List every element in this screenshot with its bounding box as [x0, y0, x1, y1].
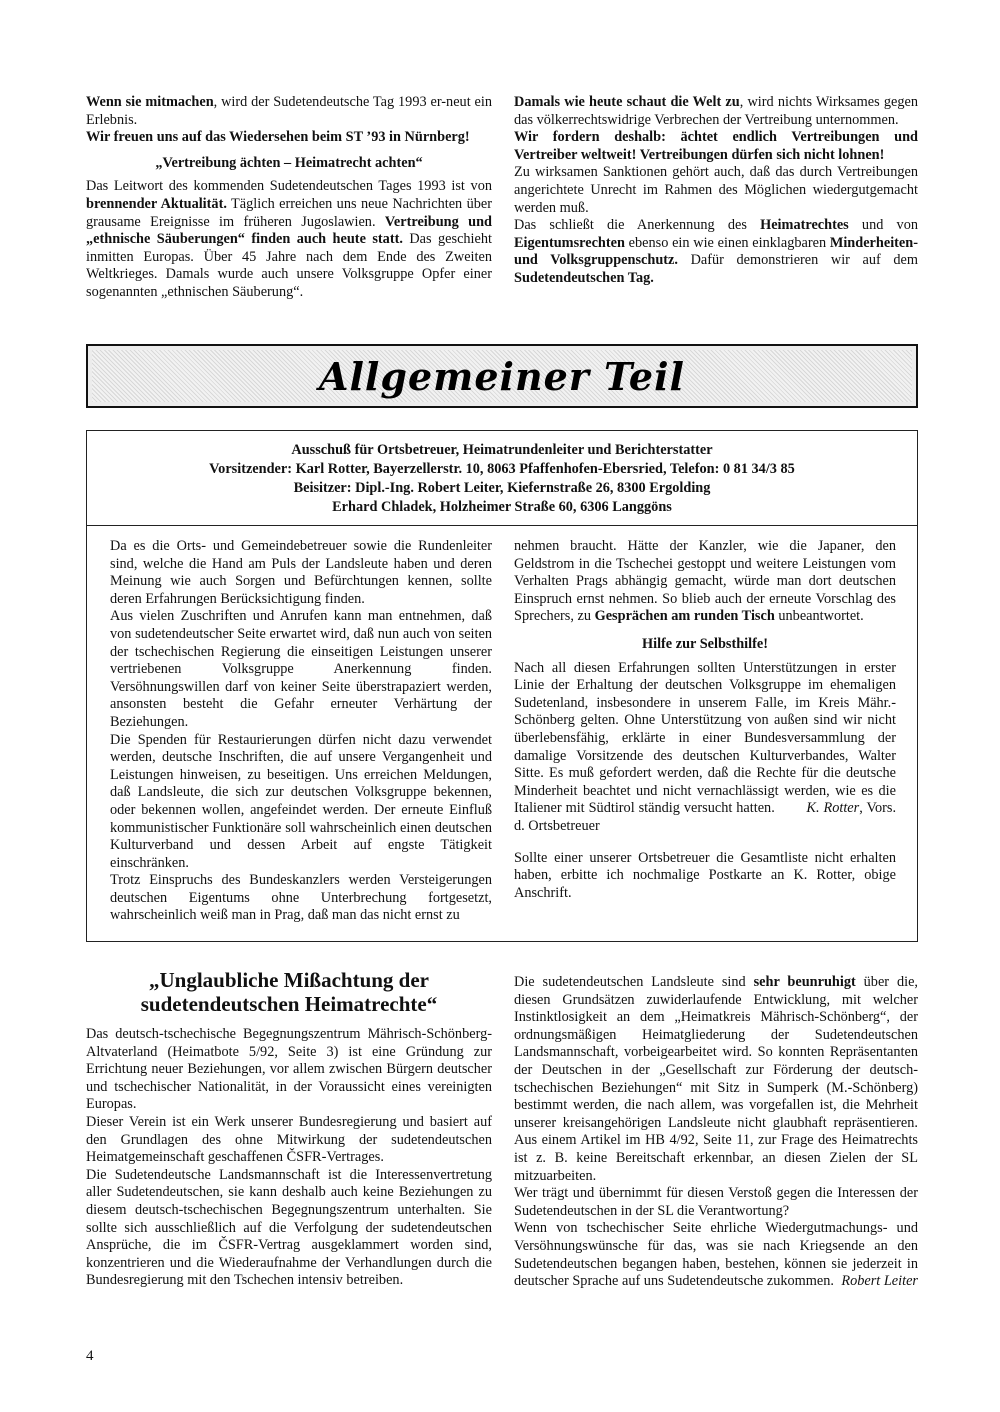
committee-divider	[87, 525, 917, 526]
committee-left-column	[110, 538, 492, 925]
committee-chair: Vorsitzender: Karl Rotter, Bayerzellerstr. 10, 8063 Pfaffenhofen-Ebersried, Telefon: 0 81 34/3 85	[209, 461, 795, 477]
demand-paragraph: Wir fordern deshalb: ächtet endlich Vertreibungen und Vertreiber weltweit! Vertreibungen dürfen sich nicht lohnen!	[514, 129, 918, 163]
committee-header	[87, 441, 917, 517]
article-left-column	[86, 968, 492, 1290]
article-right-column	[514, 974, 918, 1291]
committee-right-p2: Nach all diesen Erfahrungen sollten Unterstützungen in erster Linie der Erhaltung der deutschen Volksgruppe im ehemaligen Sudetenland, insbesondere in unserem Falle, im Kreis Mähr.-Schönberg gelten. Ohne Unterstützung von außen sind wir nicht überlebensfähig, erklärte in einer Bundesversammlung der damalige Vorsitzende des deutschen Kulturverbandes, Walter Sitte. Es muß gefordert werden, daß die Rechte für die deutsche Minderheit beachtet und nicht vernachlässigt werden, wie es die Italiener mit Südtirol ständig versucht hatten. K. Rotter, Vors. d. Ortsbetreuer	[514, 659, 897, 834]
committee-assessor: Beisitzer: Dipl.-Ing. Robert Leiter, Kiefernstraße 26, 8300 Ergolding	[293, 480, 711, 496]
article-title: „Unglaubliche Mißachtung der sudetendeutschen Heimatrechte“	[140, 968, 438, 1016]
article-left-p3: Die Sudetendeutsche Landsmannschaft ist die Interessenvertretung aller Sudetendeutschen, sie kann deshalb auch keine Beziehungen zu diesem deutsch-tschechischen Begegnungszentrum unterhalten. Sie sollte sich ausschließlich auf die Verfolgung der sudetendeutschen Ansprüche, die im ČSFR-Vertrag ausgeklammert worden sind, konzentrieren und die Wiederaufnahme der Verhandlungen durch die Bundesregierung mit den Tschechen intensiv betreiben.	[86, 1166, 492, 1289]
top-right-column	[514, 94, 918, 288]
committee-left-p4: Trotz Einspruchs des Bundeskanzlers werden Versteigerungen deutschen Eigentums ohne Unterbrechung fortgesetzt, wahrscheinlich weiß man in Prag, daß man das nicht ernst zu	[110, 872, 492, 924]
banner-title: Allgemeiner Teil	[319, 354, 685, 399]
sanctions-paragraph: Zu wirksamen Sanktionen gehört auch, daß das durch Vertreibungen angerichtete Unrecht im Rahmen des Möglichen wiedergutgemacht werden muß.	[514, 164, 918, 216]
article-left-p1: Das deutsch-tschechische Begegnungszentrum Mährisch-Schönberg-Altvaterland (Heimatbote 5/92, Seite 3) ist eine Gründung zur Errichtung neuer Beziehungen, vor allem zwischen Bürgern deutscher und tschechischer Nationalität, in der Voraussicht eines vereinigten Europas.	[86, 1026, 492, 1113]
self-help-heading: Hilfe zur Selbsthilfe!	[641, 635, 768, 652]
committee-right-p3: Sollte einer unserer Ortsbetreuer die Gesamtliste nicht erhalten haben, erbitte ich nochmalige Postkarte an K. Rotter, obige Anschrift.	[514, 849, 896, 901]
committee-right-column	[514, 538, 896, 902]
committee-right-p1: nehmen braucht. Hätte der Kanzler, wie die Japaner, den Geldstrom in die Tschechei gestoppt und weitere Leistungen vom Verhalten Prags abhängig gemacht, würde man dort deutschen Einspruch ernst nehmen. So blieb auch der erneute Vorschlag des Sprechers, zu Gesprächen am runden Tisch unbeantwortet.	[514, 538, 896, 625]
article-right-p3: Wenn von tschechischer Seite ehrliche Wiedergutmachungs- und Versöhnungswünsche für das, was sie nach Kriegsende an den Sudetendeutschen begangen haben, bestehen, können sie jederzeit in deutscher Sprache auf uns Sudetendeutsche zukommen.	[514, 1220, 918, 1290]
signature-leiter: Robert Leiter	[841, 1273, 918, 1290]
article-right-p2: Wer trägt und übernimmt für diesen Verstoß gegen die Interessen der Sudetendeutschen in der SL die Verantwortung?	[514, 1185, 918, 1219]
page-number: 4	[86, 1348, 94, 1364]
section-banner	[86, 344, 918, 408]
greeting: Wir freuen uns auf das Wiedersehen beim ST ’93 in Nürnberg!	[86, 129, 470, 146]
committee-left-p3: Die Spenden für Restaurierungen dürfen nicht dazu verwendet werden, deutsche Inschriften, die auf unsere Vergangenheit und Leistungen hinweisen, zu beseitigen. Uns erreichen Meldungen, daß Landsleute, die sich zur deutschen Volksgruppe bekennen, oder bekennen wollen, angefeindet werden. Der erneute Einfluß kommunistischer Funktionäre soll wahrscheinlich einen deutschen Kulturverband und dessen Arbeit auf engste Tätigkeit einschränken.	[110, 731, 492, 871]
motto-paragraph: Das Leitwort des kommenden Sudetendeutschen Tages 1993 ist von brennender Aktualität. Täglich erreichen uns neue Nachrichten über grausame Ereignisse im früheren Jugoslawien. Vertreibung und „ethnische Säuberungen“ finden auch heute statt. Das geschieht inmitten Europas. Über 45 Jahre nach dem Ende des Zweiten Weltkrieges. Damals wurde auch unsere Volksgruppe Opfer einer sogenannten „ethnischen Säuberung“.	[86, 178, 493, 300]
committee-member: Erhard Chladek, Holzheimer Straße 60, 6306 Langgöns	[332, 499, 672, 515]
signature-rotter: K. Rotter	[806, 800, 860, 817]
intro-paragraph: Wenn sie mitmachen, wird der Sudetendeutsche Tag 1993 er-neut ein Erlebnis.	[86, 94, 492, 128]
article-right-p1: Die sudetendeutschen Landsleute sind sehr beunruhigt über die, diesen Grundsätzen zuwiderlaufende Entwicklung, mit welcher Instinktlosigkeit an dem „Heimatkreis Mährisch-Schönberg“, der ordnungsmäßigen Heimatgliederung der Sudetendeutschen Landsmannschaft, vorbeigearbeitet wird. So konnten Repräsentanten der Deutschen in der „Gesellschaft zur Förderung der deutsch-tschechischen Beziehungen“ mit Sitz in Sumperk (M.-Schönberg) bestimmt werden, die nach allem, was vorgefallen ist, die Mehrheit unserer kreisangehörigen Landsleute nicht glaubhaft repräsentieren. Aus einem Artikel im HB 4/92, Seite 11, zur Frage des Heimatrechts ist z. B. keine Bereitschaft erkennbar, an diesen Zielen der SL mitzuarbeiten.	[514, 974, 918, 1184]
recognition-paragraph: Das schließt die Anerkennung des Heimatrechtes und von Eigentumsrechten ebenso ein wie einen einklagbaren Minderheiten- und Volksgruppenschutz. Dafür demonstrieren wir auf dem Sudetendeutschen Tag.	[514, 217, 918, 286]
committee-left-p2: Aus vielen Zuschriften und Anrufen kann man entnehmen, daß von sudetendeutscher Seite erwartet wird, daß nun auch von seiten der tschechischen Regierung die einseitigen Leistungen unserer vertriebenen Volksgruppe Anerkennung finden. Versöhnungswillen darf von keiner Seite überstrapaziert werden, ansonsten besteht die Gefahr erneuter Verhärtung der Beziehungen.	[110, 608, 492, 730]
top-left-column	[86, 94, 492, 302]
committee-name: Ausschuß für Ortsbetreuer, Heimatrundenleiter und Berichterstatter	[291, 442, 713, 458]
article-left-p2: Dieser Verein ist ein Werk unserer Bundesregierung und basiert auf den Grundlagen des ohne Mitwirkung der sudetendeutschen Heimatgemeinschaft geschaffenen ČSFR-Vertrages.	[86, 1113, 492, 1166]
world-watches-paragraph: Damals wie heute schaut die Welt zu, wird nichts Wirksames gegen das völkerrechtswidrige Verbrechen der Vertreibung unternommen.	[514, 94, 918, 128]
motto-heading: „Vertreibung ächten – Heimatrecht achten“	[155, 154, 423, 171]
committee-left-p1: Da es die Orts- und Gemeindebetreuer sowie die Rundenleiter sind, welche die Hand am Puls der Landsleute haben und deren Meinung wie auch Sorgen und Befürchtungen kennen, sollte deren Erfahrungen Berücksichtigung finden.	[110, 538, 492, 607]
